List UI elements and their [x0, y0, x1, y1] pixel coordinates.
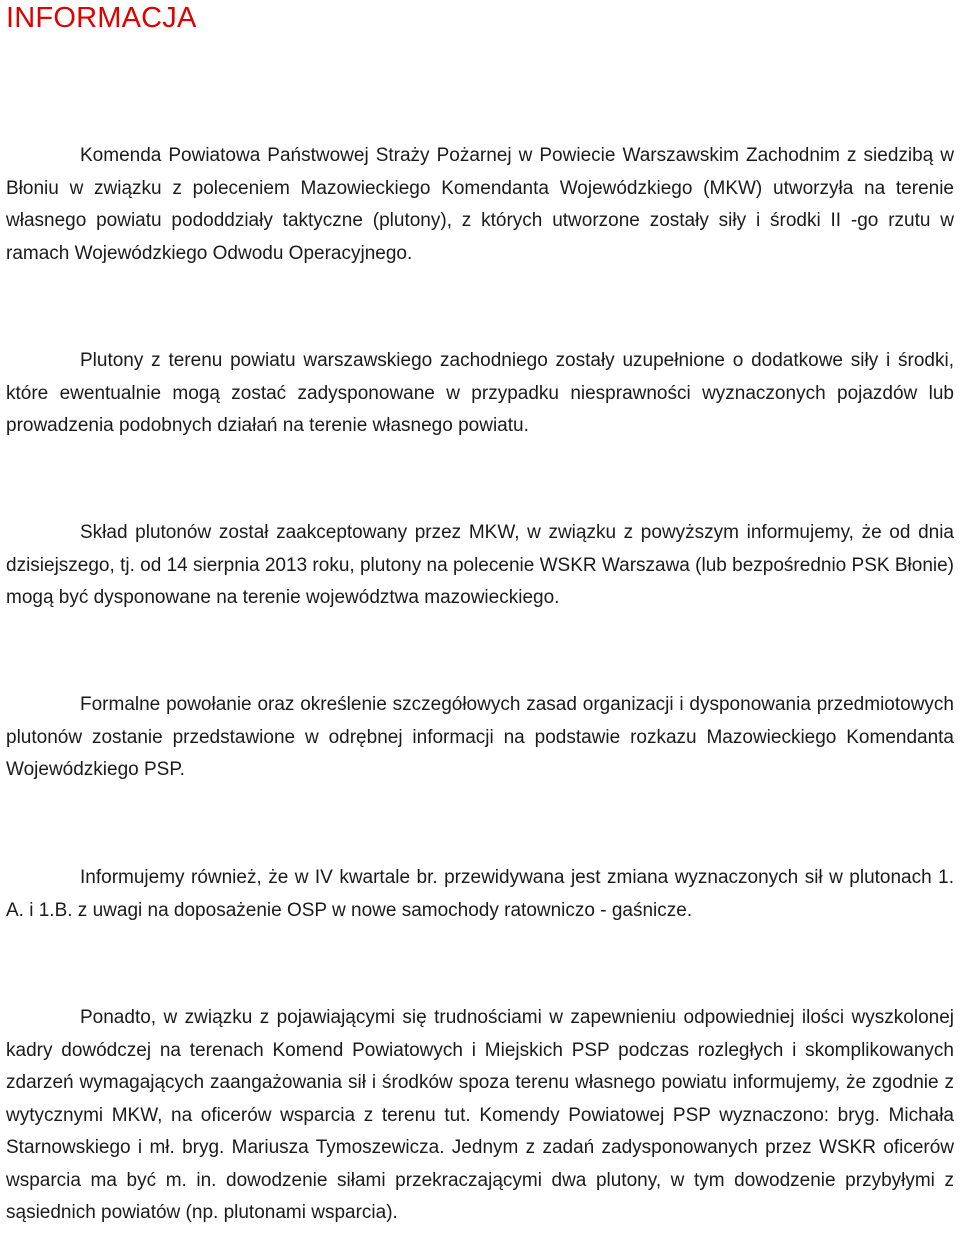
document-title: INFORMACJA — [6, 2, 197, 34]
paragraph-2: Plutony z terenu powiatu warszawskiego zachodniego zostały uzupełnione o dodatkowe siły i środki, które ewentualnie mogą zostać zadysponowane w przypadku niesprawności wyznaczonych pojazdów lub prowadzenia podobnych działań na terenie własnego powiatu. — [6, 350, 954, 436]
paragraph-3: Skład plutonów został zaakceptowany przez MKW, w związku z powyższym informujemy, że od dnia dzisiejszego, tj. od 14 sierpnia 2013 roku, plutony na polecenie WSKR Warszawa (lub bezpośrednio PSK Błonie) mogą być dysponowane na terenie województwa mazowieckiego. — [6, 522, 954, 608]
paragraph-1: Komenda Powiatowa Państwowej Straży Pożarnej w Powiecie Warszawskim Zachodnim z siedzibą w Błoniu w związku z poleceniem Mazowieckiego Komendanta Wojewódzkiego (MKW) utworzyła na terenie własnego powiatu pododdziały taktyczne (plutony), z których utworzone zostały siły i środki II -go rzutu w ramach Wojewódzkiego Odwodu Operacyjnego. — [6, 145, 954, 264]
paragraph-6: Ponadto, w związku z pojawiającymi się trudnościami w zapewnieniu odpowiedniej ilości wyszkolonej kadry dowódczej na terenach Komend Powiatowych i Miejskich PSP podczas rozległych i skomplikowanych zdarzeń wymagających zaangażowania sił i środków spoza terenu własnego powiatu informujemy, że zgodnie z wytycznymi MKW, na oficerów wsparcia z terenu tut. Komendy Powiatowej PSP wyznaczono: bryg. Michała Starnowskiego i mł. bryg. Mariusza Tymoszewicza. Jednym z zadań zadysponowanych przez WSKR oficerów wsparcia ma być m. in. dowodzenie siłami przekraczającymi dwa plutony, w tym dowodzenie przybyłymi z sąsiednich powiatów (np. plutonami wsparcia). — [6, 1007, 954, 1223]
paragraph-4: Formalne powołanie oraz określenie szczegółowych zasad organizacji i dysponowania przedmiotowych plutonów zostanie przedstawione w odrębnej informacji na podstawie rozkazu Mazowieckiego Komendanta Wojewódzkiego PSP. — [6, 694, 954, 780]
paragraph-5: Informujemy również, że w IV kwartale br. przewidywana jest zmiana wyznaczonych sił w plutonach 1. A. i 1.B. z uwagi na doposażenie OSP w nowe samochody ratowniczo - gaśnicze. — [6, 867, 954, 921]
